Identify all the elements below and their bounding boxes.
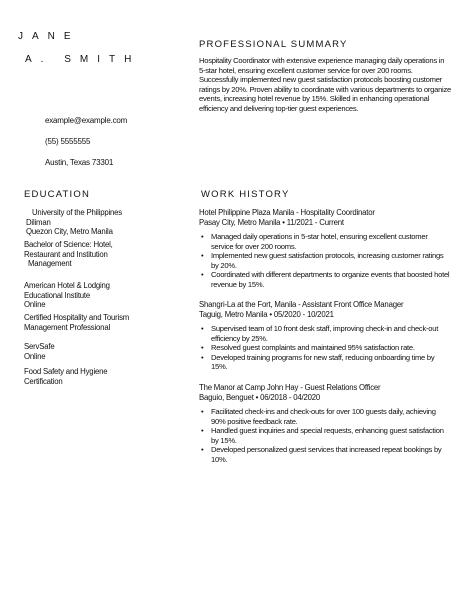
job-bullet: • Developed personalized guest services that increased repeat bookings by 10%. (199, 445, 451, 464)
education-entry (24, 208, 184, 237)
education-entry (24, 313, 184, 332)
job-bullets (199, 232, 451, 290)
job-title: Shangri-La at the Fort, Manila - Assistant Front Office Manager (199, 300, 404, 309)
job-meta: Taguig, Metro Manila • 05/2020 - 10/2021 (199, 309, 334, 319)
education-school-line: Educational Institute (24, 290, 91, 300)
education-entry (24, 367, 184, 386)
name-last: A. SMITH (25, 54, 141, 65)
education-school: University of the Philippines (32, 208, 122, 217)
job-bullet: • Managed daily operations in 5-star hotel, ensuring excellent customer service for over 200 rooms. (199, 232, 451, 251)
job-bullet: • Coordinated with different departments to organize events that boosted hotel revenue by 15%. (199, 270, 451, 289)
education-location: Online (24, 351, 46, 361)
education-certification-line: Management Professional (24, 322, 110, 332)
contact-email[interactable]: example@example.com (45, 116, 128, 125)
education-degree-line: Restaurant and Institution (24, 249, 108, 259)
education-entry (24, 240, 184, 269)
summary-text: Hospitality Coordinator with extensive experience managing daily operations in 5-star hotel, ensuring excellent customer service for over 200 rooms. Successfully implemented new guest satisfaction protocols boosting customer ratings by 20%. Proven ability to coordinate with various departments to organize events, increasing hotel revenue by 15%. Skilled in enhancing operational efficiency and delivering top-tier guest experiences. (199, 56, 452, 113)
contact-phone: (55) 5555555 (45, 137, 91, 146)
name-first: JANE (18, 31, 80, 42)
job-title: The Manor at Camp John Hay - Guest Relations Officer (199, 383, 381, 392)
job-bullet: • Facilitated check-ins and check-outs for over 100 guests daily, achieving 90% positive feedback rate. (199, 407, 451, 426)
job-bullet: • Developed training programs for new staff, reducing onboarding time by 15%. (199, 353, 451, 372)
education-degree-line: Management (28, 259, 72, 269)
job-bullets (199, 324, 451, 372)
contact-address: Austin, Texas 73301 (45, 158, 114, 167)
job-meta: Pasay City, Metro Manila • 11/2021 - Current (199, 217, 344, 227)
education-school: ServSafe (24, 342, 55, 351)
job-header (199, 300, 459, 319)
education-school: American Hotel & Lodging (24, 281, 110, 290)
work-history-heading: WORK HISTORY (201, 189, 290, 200)
job-bullet: • Supervised team of 10 front desk staff, improving check-in and check-out efficiency by 25%. (199, 324, 451, 343)
education-entry (24, 342, 184, 361)
education-degree: Bachelor of Science: Hotel, (24, 240, 113, 249)
education-certification: Food Safety and Hygiene (24, 367, 108, 376)
education-school-line: Diliman (26, 217, 51, 227)
education-entry (24, 281, 184, 310)
job-bullet: • Implemented new guest satisfaction protocols, increasing customer ratings by 20%. (199, 251, 451, 270)
job-bullet: • Handled guest inquiries and special requests, enhancing guest satisfaction by 15%. (199, 426, 451, 445)
job-title: Hotel Philippine Plaza Manila - Hospitality Coordinator (199, 208, 375, 217)
job-header (199, 383, 459, 402)
education-location: Quezon City, Metro Manila (26, 227, 113, 237)
education-heading: EDUCATION (24, 189, 91, 200)
job-bullets (199, 407, 451, 465)
job-meta: Baguio, Benguet • 06/2018 - 04/2020 (199, 392, 321, 402)
job-bullet: • Resolved guest complaints and maintained 95% satisfaction rate. (199, 343, 451, 353)
job-header (199, 208, 459, 227)
education-certification-line: Certification (24, 376, 63, 386)
education-certification: Certified Hospitality and Tourism (24, 313, 130, 322)
summary-heading: PROFESSIONAL SUMMARY (199, 39, 348, 50)
education-location: Online (24, 300, 46, 310)
